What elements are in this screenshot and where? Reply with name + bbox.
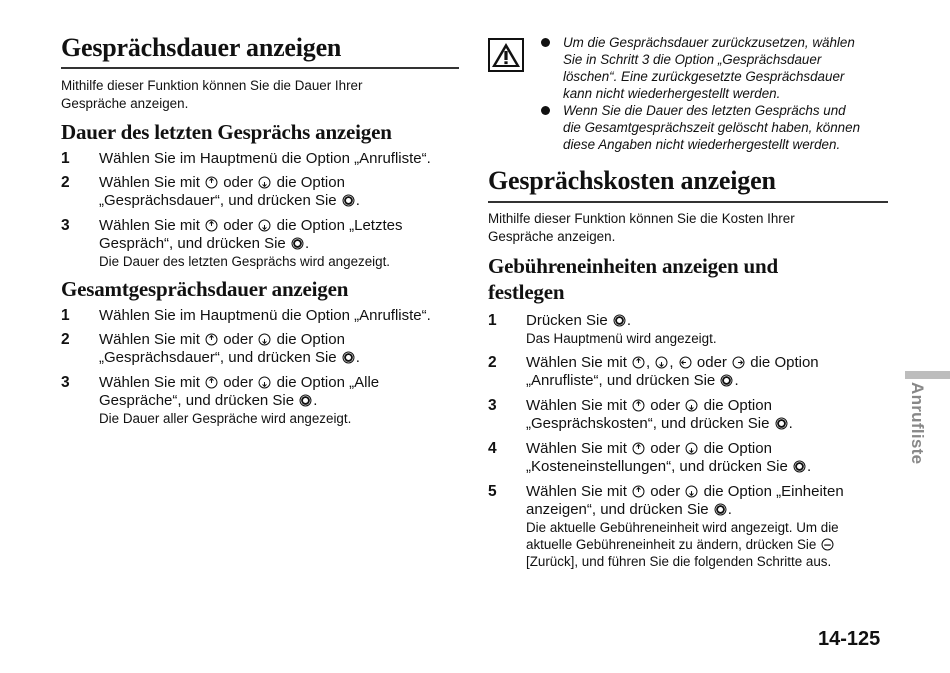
- nav-up-icon: [632, 442, 645, 455]
- intro-text: Mithilfe dieser Funktion können Sie die Dauer Ihrer Gespräche anzeigen.: [61, 78, 363, 111]
- nav-up-icon: [205, 219, 218, 232]
- nav-down-icon: [258, 333, 271, 346]
- center-key-icon: [342, 194, 355, 207]
- step: 3 Wählen Sie mit oder die Option „Alle Gespräche“, und drücken Sie . Die Dauer aller Gespräche wird angezeigt.: [61, 374, 380, 426]
- nav-down-icon: [258, 219, 271, 232]
- warning-bullet: Wenn Sie die Dauer des letzten Gesprächs und die Gesamtgesprächszeit gelöscht haben, können diese Angaben nicht wiederhergestellt werden.: [540, 102, 890, 153]
- soft-key-icon: [821, 538, 834, 551]
- intro-text: Mithilfe dieser Funktion können Sie die Kosten Ihrer Gespräche anzeigen.: [488, 211, 795, 244]
- nav-down-icon: [685, 442, 698, 455]
- warning-icon: [488, 38, 524, 72]
- step: 3 Wählen Sie mit oder die Option „Letztes Gespräch“, und drücken Sie . Die Dauer des letzten Gesprächs wird angezeigt.: [61, 217, 403, 269]
- center-key-icon: [775, 417, 788, 430]
- nav-left-icon: [679, 356, 692, 369]
- nav-up-icon: [205, 333, 218, 346]
- nav-down-icon: [258, 376, 271, 389]
- center-key-icon: [291, 237, 304, 250]
- section-title-rule: [61, 0, 459, 69]
- step: 5 Wählen Sie mit oder die Option „Einheiten anzeigen“, und drücken Sie . Die aktuelle Gebühreneinheit wird angezeigt. Um die aktuelle Gebühreneinheit zu ändern, drücken Sie [Zurück], und führen Sie die folgenden Schritte aus.: [488, 483, 844, 569]
- nav-up-icon: [632, 399, 645, 412]
- subsection-heading: Gebühreneinheiten anzeigen und festlegen: [488, 254, 778, 304]
- page-title: Gesprächsdauer anzeigen: [61, 33, 342, 62]
- center-key-icon: [342, 351, 355, 364]
- step: 1 Wählen Sie im Hauptmenü die Option „Anrufliste“.: [61, 307, 431, 324]
- step: 4 Wählen Sie mit oder die Option „Kosteneinstellungen“, und drücken Sie .: [488, 440, 812, 475]
- section-title: Gesprächskosten anzeigen: [488, 166, 776, 195]
- nav-down-icon: [655, 356, 668, 369]
- side-tab-marker: [905, 371, 950, 379]
- nav-down-icon: [685, 485, 698, 498]
- center-key-icon: [299, 394, 312, 407]
- nav-down-icon: [685, 399, 698, 412]
- step: 1 Wählen Sie im Hauptmenü die Option „Anrufliste“.: [61, 150, 431, 167]
- right-column: [488, 166, 888, 570]
- step: 2 Wählen Sie mit oder die Option „Gesprächsdauer“, und drücken Sie .: [61, 174, 360, 209]
- page-number: 14-125: [818, 628, 881, 650]
- step: 3 Wählen Sie mit oder die Option „Gesprächskosten“, und drücken Sie .: [488, 397, 793, 432]
- section-title-rule: [488, 166, 888, 203]
- step: 2 Wählen Sie mit oder die Option „Gesprächsdauer“, und drücken Sie .: [61, 331, 360, 366]
- warning-bullet: Um die Gesprächsdauer zurückzusetzen, wählen Sie in Schritt 3 die Option „Gesprächsdauer löschen“. Eine zurückgesetzte Gesprächsdauer kann nicht wiederhergestellt werden.: [540, 34, 890, 102]
- nav-down-icon: [258, 176, 271, 189]
- nav-up-icon: [205, 176, 218, 189]
- left-column: [61, 0, 459, 427]
- step: 2 Wählen Sie mit , , oder die Option „Anrufliste“, und drücken Sie .: [488, 354, 819, 389]
- nav-up-icon: [632, 356, 645, 369]
- center-key-icon: [720, 374, 733, 387]
- center-key-icon: [793, 460, 806, 473]
- center-key-icon: [613, 314, 626, 327]
- step: 1 Drücken Sie . Das Hauptmenü wird angezeigt.: [488, 312, 717, 346]
- nav-right-icon: [732, 356, 745, 369]
- nav-up-icon: [632, 485, 645, 498]
- subsection-heading: Gesamtgesprächsdauer anzeigen: [61, 277, 349, 301]
- warning-notes: [540, 34, 890, 153]
- subsection-heading: Dauer des letzten Gesprächs anzeigen: [61, 120, 392, 144]
- side-tab-label: Anrufliste: [908, 382, 927, 465]
- nav-up-icon: [205, 376, 218, 389]
- center-key-icon: [714, 503, 727, 516]
